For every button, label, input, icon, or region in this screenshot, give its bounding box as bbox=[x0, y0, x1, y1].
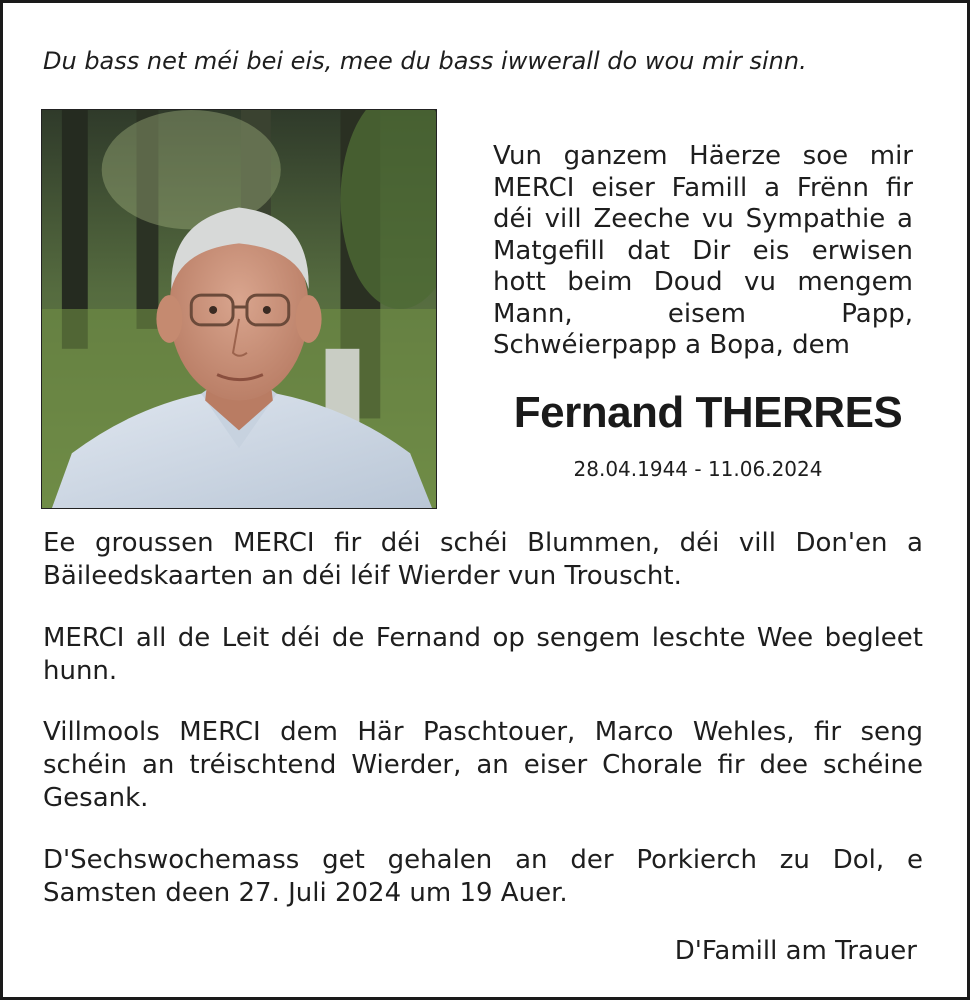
life-dates: 28.04.1944 - 11.06.2024 bbox=[573, 457, 823, 481]
motto-line: Du bass net méi bei eis, mee du bass iwwerall do wou mir sinn. bbox=[43, 47, 807, 75]
paragraph-priest-choir: Villmools MERCI dem Här Paschtouer, Marco Wehles, fir seng schéin an tréischtend Wierder, an eiser Chorale fir dee schéine Gesank. bbox=[43, 717, 923, 813]
portrait-image bbox=[42, 110, 436, 508]
paragraph-memorial-mass: D'Sechswochemass get gehalen an der Porkierch zu Dol, e Samsten deen 27. Juli 2024 um 19 Auer. bbox=[43, 845, 923, 908]
deceased-name: Fernand THERRES bbox=[513, 388, 903, 437]
paragraph-companions: MERCI all de Leit déi de Fernand op sengem leschte Wee begleet hunn. bbox=[43, 623, 923, 686]
thanks-intro: Vun ganzem Häerze soe mir MERCI eiser Famill a Frënn fir déi vill Zeeche vu Sympathie a Matgefill dat Dir eis erwisen hott beim Doud vu mengem Mann, eisem Papp, Schwéierpapp a Bopa, dem bbox=[493, 141, 913, 360]
signature: D'Famill am Trauer bbox=[674, 936, 917, 966]
portrait-photo bbox=[41, 109, 437, 509]
paragraph-flowers: Ee groussen MERCI fir déi schéi Blummen, déi vill Don'en a Bäileedskaarten an déi léif Wierder vun Trouscht. bbox=[43, 528, 923, 591]
